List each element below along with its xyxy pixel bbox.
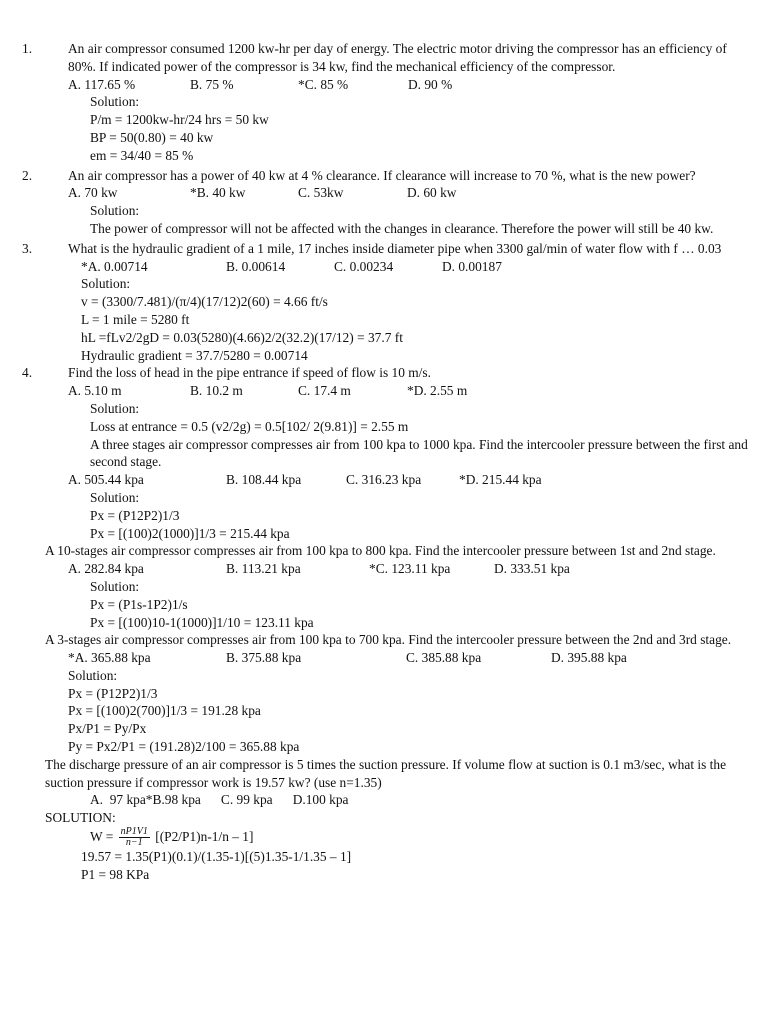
choice-c: C. 316.23 kpa xyxy=(346,472,422,488)
solution-line: 19.57 = 1.35(P1)(0.1)/(1.35-1)[(5)1.35-1/1.35 – 1] xyxy=(81,849,352,865)
solution-line: L = 1 mile = 5280 ft xyxy=(81,311,190,327)
choice-d: D. 0.00187 xyxy=(442,258,502,274)
solution-line: em = 34/40 = 85 % xyxy=(90,147,194,163)
solution-label: Solution: xyxy=(90,400,140,416)
question-3 xyxy=(22,240,756,258)
answer-choices xyxy=(45,471,756,489)
question-text: An air compressor consumed 1200 kw-hr per day of energy. The electric motor driving the compressor has an efficiency of 80%. If indicated power of the compressor is 34 kw, find the mechanical efficiency of the compressor. xyxy=(68,41,727,74)
answer-choices xyxy=(45,560,756,578)
question-number: 3. xyxy=(22,240,33,256)
solution-line: Loss at entrance = 0.5 (v2/2g) = 0.5[102/ 2(9.81)] = 2.55 m xyxy=(90,418,409,434)
answer-choices xyxy=(45,76,756,94)
choice-b: *B. 40 kw xyxy=(190,185,246,201)
choice-c: C. 53kw xyxy=(298,185,344,201)
choice-c: C. 0.00234 xyxy=(334,258,394,274)
choice-a: A. 117.65 % xyxy=(68,76,136,92)
fraction xyxy=(119,827,150,848)
question-4 xyxy=(22,364,756,382)
question-number: 1. xyxy=(22,41,33,56)
choice-d: D. 60 kw xyxy=(407,185,457,201)
choice-b: B. 0.00614 xyxy=(226,258,286,274)
formula-suffix: [(P2/P1)n-1/n – 1] xyxy=(155,829,254,845)
question-1 xyxy=(22,40,756,76)
solution-line: Hydraulic gradient = 37.7/5280 = 0.00714 xyxy=(81,347,308,363)
choice-c: C. 17.4 m xyxy=(298,383,351,399)
solution-line: Px = [(100)2(700)]1/3 = 191.28 kpa xyxy=(68,703,261,719)
solution-line: Px = (P12P2)1/3 xyxy=(90,507,180,523)
choice-d: D. 90 % xyxy=(408,76,453,92)
question-7: A 3-stages air compressor compresses air from 100 kpa to 700 kpa. Find the intercooler pressure between the 2nd and 3rd stage. xyxy=(45,632,732,648)
fraction-numerator: nP1V1 xyxy=(120,826,148,838)
answer-choices: A. 97 kpa*B.98 kpa C. 99 kpa D.100 kpa xyxy=(90,792,349,808)
choice-a: A. 5.10 m xyxy=(68,383,122,399)
choice-b: B. 10.2 m xyxy=(190,383,243,399)
solution-label: Solution: xyxy=(68,667,118,683)
solution-label: Solution: xyxy=(81,276,131,292)
solution-line: v = (3300/7.481)/(π/4)(17/12)2(60) = 4.66 ft/s xyxy=(81,294,328,310)
question-number: 2. xyxy=(22,167,33,183)
choice-b: B. 375.88 kpa xyxy=(226,650,302,666)
question-number: 4. xyxy=(22,365,33,381)
question-6: A 10-stages air compressor compresses air from 100 kpa to 800 kpa. Find the intercooler pressure between 1st and 2nd stage. xyxy=(45,543,716,559)
formula-prefix: W = xyxy=(90,829,114,845)
solution-line: P/m = 1200kw-hr/24 hrs = 50 kw xyxy=(90,112,269,128)
choice-d: *D. 2.55 m xyxy=(407,383,468,399)
choice-c: *C. 123.11 kpa xyxy=(369,561,451,577)
solution-line: Px/P1 = Py/Px xyxy=(68,721,147,737)
question-text: Find the loss of head in the pipe entrance if speed of flow is 10 m/s. xyxy=(68,365,431,381)
answer-choices xyxy=(45,258,756,276)
choice-a: A. 70 kw xyxy=(68,185,118,201)
solution-label: Solution: xyxy=(90,489,140,505)
answer-choices xyxy=(45,649,756,667)
question-text: An air compressor has a power of 40 kw at 4 % clearance. If clearance will increase to 70 %, what is the new power? xyxy=(68,167,696,183)
choice-b: B. 75 % xyxy=(190,76,234,92)
solution-line: Px = (P1s-1P2)1/s xyxy=(90,596,188,612)
solution-label: Solution: xyxy=(90,203,140,219)
answer-choices xyxy=(45,382,756,400)
question-2 xyxy=(22,167,756,185)
choice-d: *D. 215.44 kpa xyxy=(459,472,542,488)
choice-b: B. 113.21 kpa xyxy=(226,561,301,577)
choice-a: *A. 365.88 kpa xyxy=(68,650,151,666)
choice-a: A. 505.44 kpa xyxy=(68,472,144,488)
question-5: A three stages air compressor compresses air from 100 kpa to 1000 kpa. Find the intercooler pressure between the first and second stage. xyxy=(90,436,748,470)
choice-a: *A. 0.00714 xyxy=(81,258,148,274)
choice-d: D. 333.51 kpa xyxy=(494,561,570,577)
solution-line: Px = [(100)10-1(1000)]1/10 = 123.11 kpa xyxy=(90,614,314,630)
solution-line: P1 = 98 KPa xyxy=(81,867,150,883)
choice-c: C. 385.88 kpa xyxy=(406,650,482,666)
choice-c: *C. 85 % xyxy=(298,76,349,92)
solution-label: Solution: xyxy=(90,578,140,594)
question-8: The discharge pressure of an air compressor is 5 times the suction pressure. If volume flow at suction is 0.1 m3/sec, what is the suction pressure if compressor work is 19.57 kw? (use n=1.35) xyxy=(45,756,727,790)
solution-label: Solution: xyxy=(90,94,140,110)
choice-d: D. 395.88 kpa xyxy=(551,650,627,666)
choice-a: A. 282.84 kpa xyxy=(68,561,144,577)
choice-b: B. 108.44 kpa xyxy=(226,472,302,488)
solution-explanation: The power of compressor will not be affected with the changes in clearance. Therefore the power will still be 40 kw. xyxy=(90,220,714,236)
question-text: What is the hydraulic gradient of a 1 mile, 17 inches inside diameter pipe when 3300 gal/min of water flow with f … 0.03 xyxy=(68,240,722,256)
solution-line: Py = Px2/P1 = (191.28)2/100 = 365.88 kpa xyxy=(68,739,300,755)
work-formula xyxy=(45,827,756,848)
solution-line: BP = 50(0.80) = 40 kw xyxy=(90,129,214,145)
solution-line: hL =fLv2/2gD = 0.03(5280)(4.66)2/2(32.2)(17/12) = 37.7 ft xyxy=(81,329,403,345)
solution-line: Px = (P12P2)1/3 xyxy=(68,685,158,701)
solution-line: Px = [(100)2(1000)]1/3 = 215.44 kpa xyxy=(90,525,290,541)
solution-label: SOLUTION: xyxy=(45,810,116,826)
answer-choices xyxy=(45,184,756,202)
fraction-denominator: n−1 xyxy=(125,837,143,849)
